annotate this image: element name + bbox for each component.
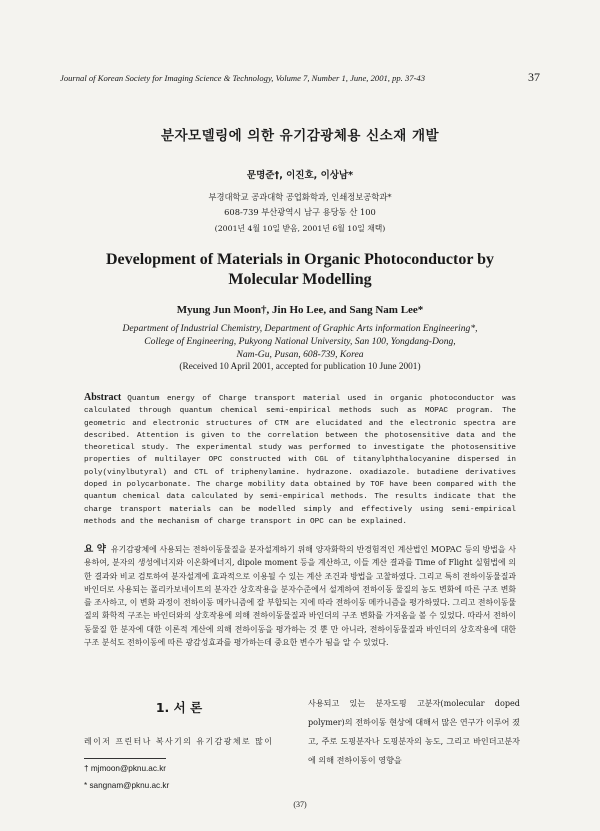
abstract	[84, 392, 516, 528]
journal-citation: Journal of Korean Society for Imaging Science & Technology, Volume 7, Number 1, June, 2001, pp. 37-43	[60, 73, 426, 83]
english-affiliation-line: Nam-Gu, Pusan, 608-739, Korea	[236, 349, 364, 360]
english-affiliation-line: College of Engineering, Pukyong National University, San 100, Yongdang-Dong,	[144, 336, 456, 347]
korean-abstract-label: 요 약	[84, 544, 106, 555]
korean-abstract	[84, 543, 516, 649]
english-affiliation-line: Department of Industrial Chemistry, Department of Graphic Arts information Engineering*,	[122, 323, 478, 334]
korean-abstract-text: 유기감광체에 사용되는 전하이동물질을 분자설계하기 위해 양자화학의 반경험적인 계산법인 MOPAC 등의 방법을 사용하여, 분자의 생성에너지와 이온화에너지, dipole moment 등을 계산하고, 이들 계산 결과를 Time of Flight 실험법에 의한 결과와 비교 검토하여 분자설계에 효과적으로 이용될 수 있는 계산 조건과 방법을 고찰하였다. 그리고 특히 전하이동물질과 바인더로 사용되는 폴리카보네이트의 분자간 상호작용을 분자수준에서 설계하여 전하이동 물질의 농도 변화에 따른 구조 변화를 조사하고, 이 변화 과정이 전하이동 메카니즘에 잘 부합되는 지에 따라 전하이동 메카니즘을 평가하였다. 그리고 전하이동물질의 화학적 구조는 바인더와의 상호작용에 의해 전하이동물질과 바인더의 구조 변화를 가져옴을 볼 수 있었다. 따라서 전하이동물질 한 분자에 대한 이론적 계산에 의해 전하이동을 평가하는 것 뿐 만 아니라, 전하이동물질과 바인더의 상호작용에 대한 구조 분석도 전하이동에 따른 광감성효과를 평가하는데 중요한 변수가 됨을 알 수 있었다.	[84, 545, 516, 648]
section-heading: 1. 서 론	[155, 700, 203, 715]
header-page-number: 37	[528, 70, 540, 84]
english-title-line: Development of Materials in Organic Photoconductor by	[105, 251, 495, 268]
intro-left-column: 레이저 프린터나 복사기의 유기감광체로 많이	[84, 737, 274, 746]
korean-affiliation-line: 부경대학교 공과대학 공업화학과, 인쇄정보공학과*	[208, 192, 392, 202]
korean-affiliation	[0, 190, 600, 220]
footnote-coauthor-email: * sangnam@pknu.ac.kr	[84, 781, 170, 790]
footnote-divider	[84, 758, 166, 759]
footer-page-number: (37)	[293, 800, 307, 809]
english-title	[0, 250, 600, 290]
running-header	[60, 70, 540, 85]
korean-address-line: 608-739 부산광역시 남구 용당동 산 100	[224, 207, 376, 217]
english-authors: Myung Jun Moon†, Jin Ho Lee, and Sang Nam Lee*	[176, 304, 424, 316]
korean-dates: (2001년 4월 10일 받음, 2001년 6월 10일 채택)	[214, 224, 386, 233]
abstract-label: Abstract	[84, 392, 122, 403]
abstract-text: Quantum energy of Charge transport material used in organic photoconductor was calculated through quantum chemical semi-empirical methods such as MOPAC program. The geometric and electronic structures of CTM are elucidated and the electronic spectra are described. Attention is given to the correlation between the photosensitive data and the theoretical study. The experimental study was performed to investigate the photosensitive properties of multilayer OPC constructed with CGL of titanylphthalocyanine dispersed in poly(vinylbutyral) and CTL of triphenylamine. hydrazone. oxadiazole. butadiene derivatives doped in polycarbonate. The charge mobility data obtained by TOF have been compared with the quantum chemical data calculated by semi-empirical methods. The results indicate that the charge transport materials can be modelled simply and effectively using semi-empirical methods and the mechanism of charge transport in OPC can be explained.	[84, 395, 516, 526]
korean-title: 분자모델링에 의한 유기감광체용 신소재 개발	[160, 128, 440, 144]
english-title-line: Molecular Modelling	[228, 271, 372, 288]
english-affiliation	[0, 322, 600, 361]
intro-right-column: 사용되고 있는 분자도핑 고분자(molecular doped polymer)의 전하이동 현상에 대해서 많은 연구가 이루어 졌고, 주로 도핑분자나 도핑분자의 농도, 그리고 바인더고분자에 의해 전하이동이 영향을	[308, 698, 520, 765]
english-dates: (Received 10 April 2001, accepted for publication 10 June 2001)	[179, 362, 421, 372]
footnote-corresponding-email: † mjmoon@pknu.ac.kr	[84, 764, 167, 773]
korean-authors: 문명준†, 이진호, 이상남*	[246, 170, 354, 181]
